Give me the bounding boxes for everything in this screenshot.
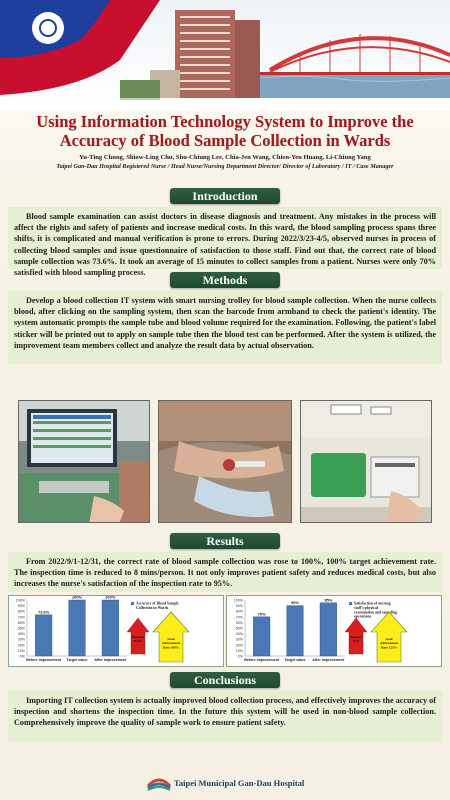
photo-label-printer	[300, 400, 432, 523]
data-label: 100%	[105, 596, 116, 600]
y-tick-label: 30%	[235, 637, 243, 642]
data-label: 95%	[324, 597, 333, 603]
photo-blood-collection	[158, 400, 292, 523]
y-tick-label: 50%	[17, 626, 25, 631]
x-tick-label: Target value	[66, 658, 88, 662]
legend-label: Satisfaction of nursing staff's physical examination and sampling operations	[354, 601, 397, 619]
photo-computer-system	[18, 400, 150, 523]
conclusions-text: Importing IT collection system is actually improved blood collection process, and effectively improves the accuracy of inspection and shortens the inspection time. In the future this system will be used in non-blood sample collection. Comprehensively improve the quality of sample work to ensure patient safety.	[8, 691, 442, 742]
y-tick-label: 20%	[235, 643, 243, 648]
hospital-logo-icon	[146, 774, 172, 792]
y-tick-label: 40%	[235, 632, 243, 637]
y-tick-label: 0%	[237, 654, 243, 659]
y-tick-label: 100%	[233, 598, 243, 603]
bar	[69, 600, 86, 656]
y-tick-label: 10%	[17, 648, 25, 653]
banner-illustration	[0, 0, 450, 110]
x-tick-label: After improvement	[312, 658, 345, 662]
y-tick-label: 10%	[235, 648, 243, 653]
x-tick-label: Target value	[284, 658, 306, 662]
poster-title-line1: Using Information Technology System to Improve the	[36, 112, 414, 131]
y-tick-label: 60%	[17, 620, 25, 625]
bar	[287, 606, 304, 656]
legend-swatch	[349, 602, 352, 605]
introduction-text: Blood sample examination can assist doctors in disease diagnosis and treatment. Any mistakes in the process will affect the rights and safety of patients and increase medical costs. In this ward, the blood sampling process spans three shifts, it is complicated and manual verification is prone to errors. During 2022/3/23-4/5, observed nurses in process of collecting blood samples and issue questionnaire of satisfaction to those staff. Find out that, the correct rate of blood sample collection was 73.6%. It took an average of 15 minutes to collect samples from a patient. Nurses were only 70% satisfied with blood sampling process.	[8, 207, 442, 269]
results-text: From 2022/9/1-12/31, the correct rate of blood sample collection was rose to 100%, 100% target achievement rate. The inspection time is reduced to 8 mins/person. It not only improves patient safety and reduces medical costs, but also increases the nurse's satisfaction of the inspection rate to 95%.	[8, 552, 442, 592]
chart-satisfaction	[226, 595, 442, 667]
y-tick-label: 20%	[17, 643, 25, 648]
legend-swatch	[131, 602, 134, 605]
x-tick-label: Before improvement	[26, 658, 62, 662]
y-tick-label: 90%	[235, 604, 243, 609]
data-label: 70%	[257, 611, 266, 617]
footer	[0, 770, 450, 800]
methods-heading: Methods	[170, 272, 280, 288]
methods-text: Develop a blood collection IT system with smart nursing trolley for blood sample collection. When the nurse collects blood, after clicking on the sampling system, then scan the barcode from armband to check the patient's identity. The system automatic prompts the sample tube and blood volume required for the examination. Following, the patient's label sticker will be printed out to apply on sample tube then the blood test can be performed. After the system is utilized, the improvement team members collect and analyze the result data by actual observation.	[8, 291, 442, 364]
data-label: 73.6%	[37, 609, 50, 615]
improve-annotation: Improve 26.4%	[131, 635, 145, 644]
legend-label: Accuracy of Blood Sample Collection in Wards	[136, 601, 179, 610]
poster-title-line2: Accuracy of Blood Sample Collection in Wards	[59, 131, 391, 150]
y-tick-label: 40%	[17, 632, 25, 637]
title-block	[0, 112, 450, 170]
y-tick-label: 80%	[17, 609, 25, 614]
x-tick-label: After improvement	[94, 658, 127, 662]
goal-annotation: Goal achievement Rate 125%	[379, 637, 399, 650]
chart-satisfaction-svg	[227, 596, 443, 668]
x-tick-label: Before improvement	[244, 658, 280, 662]
data-label: 90%	[290, 600, 300, 606]
bar	[320, 603, 337, 656]
y-tick-label: 90%	[17, 604, 25, 609]
data-label: 100%	[71, 596, 83, 600]
introduction-heading: Introduction	[170, 188, 280, 204]
bar	[253, 617, 270, 656]
goal-annotation: Goal achievement Rate 100%	[161, 637, 181, 650]
chart-accuracy-svg	[9, 596, 225, 668]
y-tick-label: 0%	[19, 654, 25, 659]
header-banner	[0, 0, 450, 110]
affiliation: Taipei Gan-Dau Hospital Registered Nurse / Head Nurse/Nursing Department Director/ Director of Laboratory / IT / Case Manager	[56, 163, 394, 170]
bar	[35, 615, 52, 656]
y-tick-label: 30%	[17, 637, 25, 642]
y-tick-label: 60%	[235, 620, 243, 625]
y-tick-label: 70%	[235, 615, 243, 620]
chart-accuracy	[8, 595, 224, 667]
improve-annotation: Improve 25%	[349, 635, 363, 644]
y-tick-label: 70%	[17, 615, 25, 620]
results-heading: Results	[170, 533, 280, 549]
y-tick-label: 50%	[235, 626, 243, 631]
y-tick-label: 100%	[15, 598, 25, 603]
hospital-name: Taipei Municipal Gan-Dau Hospital	[174, 778, 305, 788]
authors: Yu-Ting Chung, Shiow-Ling Chu, Shu-Chiung Lee, Chia-Jen Wang, Chien-Yen Huang, Li-Chiung Yang	[79, 154, 371, 161]
conclusions-heading: Conclusions	[170, 672, 280, 688]
y-tick-label: 80%	[235, 609, 243, 614]
bar	[102, 600, 119, 656]
